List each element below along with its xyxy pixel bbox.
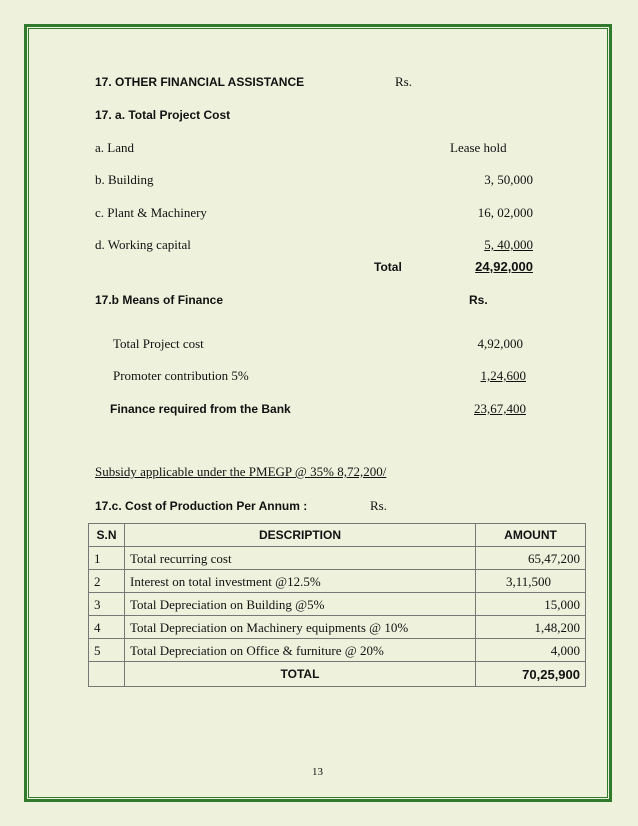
project-cost-item-label: a. Land [95, 140, 134, 155]
cell-amount: 1,48,200 [476, 616, 586, 639]
means-item-value: 1,24,600 [480, 368, 526, 383]
project-cost-heading: 17. a. Total Project Cost [95, 108, 231, 122]
column-header-description: DESCRIPTION [125, 524, 476, 547]
cell-sn: 2 [89, 570, 125, 593]
cell-sn: 3 [89, 593, 125, 616]
project-cost-item-label: b. Building [95, 172, 154, 187]
project-cost-item-value: 3, 50,000 [484, 172, 533, 187]
subsidy-text: Subsidy applicable under the PMEGP @ 35% 8,72,200/ [95, 464, 387, 479]
project-cost-item-label: d. Working capital [95, 237, 191, 252]
table-row [89, 593, 586, 616]
cell-amount: 4,000 [476, 639, 586, 662]
cell-sn: 5 [89, 639, 125, 662]
total-amount: 70,25,900 [476, 662, 586, 687]
cell-amount: 3,11,500 [476, 570, 586, 593]
means-item-value: 4,92,000 [477, 336, 523, 351]
cell-empty [89, 662, 125, 687]
cell-sn: 1 [89, 547, 125, 570]
cost-of-production-table [88, 523, 586, 687]
section-17-heading: 17. OTHER FINANCIAL ASSISTANCE [95, 75, 305, 89]
project-cost-item-label: c. Plant & Machinery [95, 205, 207, 220]
table-header-row [89, 524, 586, 547]
cell-description: Total Depreciation on Machinery equipments @ 10% [125, 616, 476, 639]
cost-of-production-currency: Rs. [370, 498, 387, 513]
cell-description: Total Depreciation on Office & furniture @ 20% [125, 639, 476, 662]
project-cost-total-label: Total [374, 260, 402, 274]
cell-description: Total recurring cost [125, 547, 476, 570]
bank-finance-value: 23,67,400 [474, 401, 526, 416]
means-of-finance-heading: 17.b Means of Finance [95, 293, 224, 307]
project-cost-item-value: 5, 40,000 [484, 237, 533, 252]
cell-sn: 4 [89, 616, 125, 639]
means-item-label: Total Project cost [113, 336, 204, 351]
cell-amount: 65,47,200 [476, 547, 586, 570]
project-cost-total-value: 24,92,000 [475, 259, 533, 274]
column-header-amount: AMOUNT [476, 524, 586, 547]
section-17-currency: Rs. [395, 74, 412, 89]
project-cost-item-value: Lease hold [450, 140, 507, 155]
project-cost-item-value: 16, 02,000 [477, 205, 533, 220]
table-row [89, 616, 586, 639]
cell-amount: 15,000 [476, 593, 586, 616]
cell-description: Interest on total investment @12.5% [125, 570, 476, 593]
bank-finance-label: Finance required from the Bank [110, 402, 291, 416]
table-row [89, 570, 586, 593]
cell-description: Total Depreciation on Building @5% [125, 593, 476, 616]
means-of-finance-currency: Rs. [469, 293, 488, 307]
table-row [89, 639, 586, 662]
cost-of-production-heading: 17.c. Cost of Production Per Annum : [95, 499, 308, 513]
column-header-sn: S.N [89, 524, 125, 547]
page-number: 13 [312, 766, 323, 778]
means-item-label: Promoter contribution 5% [113, 368, 249, 383]
table-total-row [89, 662, 586, 687]
total-label: TOTAL [125, 662, 476, 687]
table-row [89, 547, 586, 570]
